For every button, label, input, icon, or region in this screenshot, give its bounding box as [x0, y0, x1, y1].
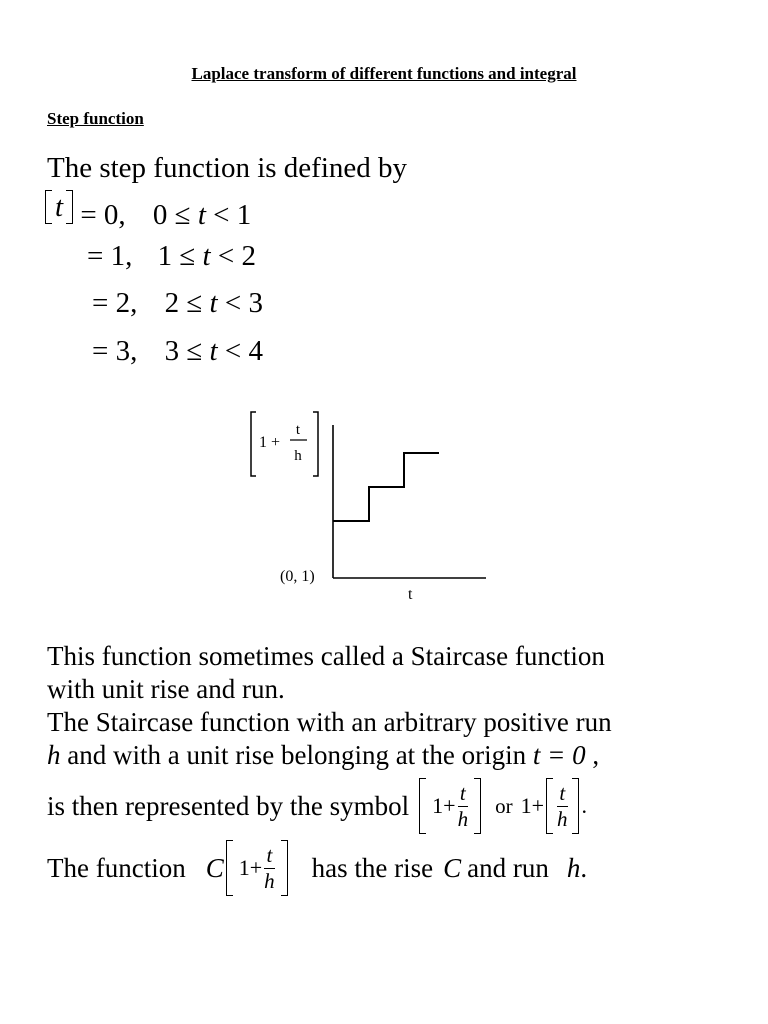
bracket-right	[66, 190, 73, 224]
definition-row-2	[92, 287, 263, 320]
bracket-left	[45, 190, 52, 224]
row-value: = 2,	[92, 287, 138, 319]
closing-symbol: 1+ $\frac{t}{h}$	[226, 840, 288, 896]
or-text: or	[495, 793, 513, 818]
step-symbol	[45, 190, 73, 224]
paragraph-line-3: The Staircase function with an arbitrary positive run	[47, 707, 612, 737]
paragraph-line-2: with unit rise and run.	[47, 674, 285, 704]
row-condition: 3 ≤ t < 4	[164, 335, 263, 367]
closing-rise-var: C	[443, 852, 462, 883]
closing-text-2: has the rise	[311, 852, 434, 883]
row-value: = 1,	[87, 240, 133, 272]
y-label-lead: 1 +	[259, 434, 281, 451]
definition-row-1	[87, 240, 256, 273]
closing-coef: C	[205, 852, 224, 883]
paragraph-line-1: This function sometimes called a Staircase function	[47, 641, 605, 671]
row-condition: 1 ≤ t < 2	[157, 240, 256, 272]
symbol-intro-text: is then represented by the symbol	[47, 790, 410, 821]
closing-run-var: h	[566, 852, 581, 883]
paragraph-line-5: is then represented by the symbol 1+ $\frac{t}{h}$ or 1+ $\frac{t}{h}$ .	[47, 774, 587, 838]
y-axis-label	[251, 412, 318, 476]
definition-row-3	[92, 335, 263, 368]
row-condition: 0 ≤ t < 1	[152, 199, 252, 231]
staircase-line	[333, 453, 439, 521]
symbol-alt-form: 1+ $\frac{t}{h}$	[521, 778, 579, 834]
intro-text: The step function is defined by	[47, 152, 407, 184]
row-value: = 3,	[92, 335, 138, 367]
closing-text-3: and run	[467, 852, 549, 883]
page-title: Laplace transform of different functions and integral	[191, 64, 577, 83]
step-symbol-var: t	[55, 190, 64, 223]
section-heading: Step function	[47, 109, 144, 128]
row-condition: 2 ≤ t < 3	[164, 287, 263, 319]
x-axis-label: t	[408, 586, 413, 603]
definition-row-0	[45, 190, 251, 232]
symbol-ceil-form: 1+ $\frac{t}{h}$	[419, 778, 481, 834]
y-label-num: t	[295, 422, 301, 438]
y-label-den: h	[294, 448, 302, 464]
staircase-graph	[240, 400, 500, 610]
closing-line: The function C 1+ $\frac{t}{h}$ has the rise C and run h .	[47, 838, 587, 898]
paragraph-line-4: h and with a unit rise belonging at the origin t = 0 ,	[47, 740, 600, 770]
row-value: = 0,	[80, 199, 126, 231]
origin-label: (0, 1)	[280, 568, 315, 585]
closing-text-1: The function	[47, 852, 186, 883]
